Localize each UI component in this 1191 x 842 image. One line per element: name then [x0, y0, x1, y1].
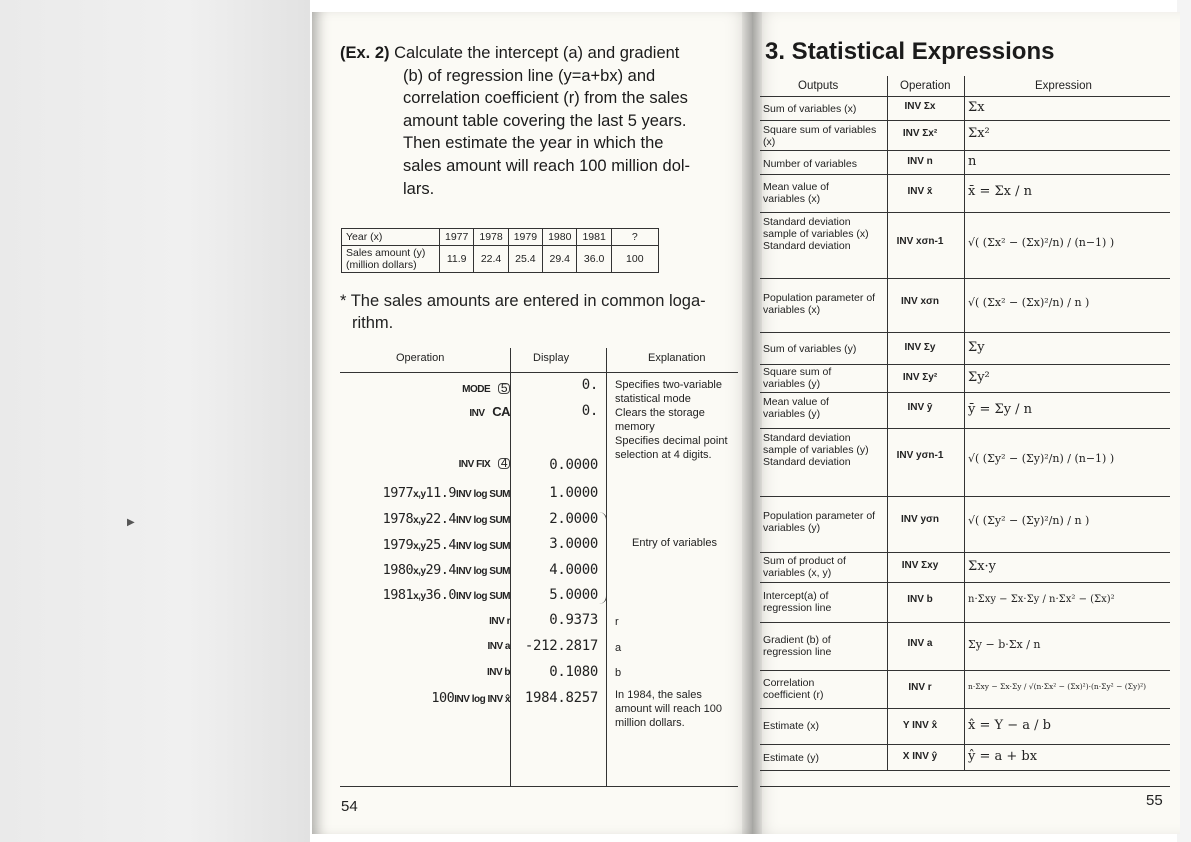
operation-key: INV n — [907, 156, 933, 167]
table-row — [760, 428, 1170, 497]
explanation-text: a — [615, 642, 622, 654]
operation-key: INV x̄ — [907, 186, 933, 197]
table-row — [760, 552, 1170, 583]
output-label: Standard deviation sample of variables (y) Standard deviation — [763, 432, 869, 468]
op-row-1981: 1981x,y36.0INV log SUM — [382, 587, 510, 603]
op-row-b: INV b — [486, 667, 510, 678]
example-label: (Ex. 2) — [340, 44, 390, 62]
expression: x̄ = Σx / n — [968, 184, 1033, 199]
output-label: Correlation coefficient (r) — [763, 677, 824, 701]
operation-key: INV a — [907, 638, 933, 649]
output-label: Standard deviation sample of variables (x) Standard deviation — [763, 216, 869, 252]
operation-key: Y INV x̂ — [902, 720, 938, 731]
display-value: 1.0000 — [549, 485, 598, 501]
explanation-text: Specifies decimal point selection at 4 digits. — [615, 435, 728, 461]
year-cell: 1977 — [440, 229, 474, 246]
expression: n·Σxy − Σx·Σy / √(n·Σx² − (Σx)²)·(n·Σy² − (Σy)²) — [968, 682, 1147, 691]
scan-background-left — [0, 0, 310, 842]
table-row — [760, 212, 1170, 279]
operation-key: X INV ŷ — [902, 751, 938, 762]
op-row-estimate: 100INV log INV x̂ — [431, 690, 510, 706]
output-label: Number of variables — [763, 158, 857, 170]
page-number-left: 54 — [341, 798, 358, 815]
outputs-header: Outputs — [798, 80, 839, 92]
example-line-5: Then estimate the year in which the — [403, 134, 664, 153]
explanation-text: Specifies two-variable statistical mode — [615, 379, 722, 405]
op-row-mode: MODE 5 — [370, 380, 510, 396]
expression: Σy — [968, 340, 985, 355]
operation-key: INV Σy — [904, 342, 936, 353]
operation-key: INV b — [907, 594, 933, 605]
example-line-3: correlation coefficient (r) from the sales — [403, 89, 688, 108]
expression: Σx·y — [968, 559, 996, 574]
sales-cell: 36.0 — [577, 246, 611, 273]
page-bottom-rule — [760, 786, 1170, 787]
table-row — [760, 708, 1170, 745]
operation-column-header: Operation — [396, 352, 445, 364]
sales-header-line-2: (million dollars) — [346, 259, 417, 271]
op-row-1980: 1980x,y29.4INV log SUM — [382, 562, 510, 578]
explanation-text: Entry of variables — [632, 537, 717, 549]
table-row — [760, 392, 1170, 429]
display-value: 5.0000 — [549, 587, 598, 603]
display-value: 0.9373 — [549, 612, 598, 628]
column-divider — [510, 348, 511, 786]
table-row — [760, 96, 1170, 121]
explanation-column-header: Explanation — [648, 352, 706, 364]
year-cell: 1979 — [508, 229, 542, 246]
table-row — [760, 332, 1170, 365]
expression: n — [968, 154, 977, 169]
example-line-6: sales amount will reach 100 million dol- — [403, 156, 691, 175]
year-cell: 1981 — [577, 229, 611, 246]
display-value: 0.1080 — [549, 664, 598, 680]
expression: √( (Σx² − (Σx)²/n) / (n−1) ) — [968, 236, 1115, 249]
note-line-1: * The sales amounts are entered in common loga- — [340, 292, 706, 310]
expression: Σy − b·Σx / n — [968, 638, 1041, 651]
table-row — [760, 670, 1170, 709]
example-line-7: lars. — [403, 179, 435, 198]
sales-cell: 11.9 — [440, 246, 474, 273]
table-row — [760, 150, 1170, 175]
sales-cell: 29.4 — [543, 246, 577, 273]
sales-header-line-1: Sales amount (y) — [346, 247, 426, 259]
display-value: -212.2817 — [524, 638, 598, 654]
expression: √( (Σy² − (Σy)²/n) / (n−1) ) — [968, 452, 1115, 465]
table-row — [760, 744, 1170, 771]
table-header-rule — [340, 372, 738, 373]
page-title: 3. Statistical Expressions — [765, 38, 1055, 65]
output-label: Sum of variables (y) — [763, 343, 857, 355]
display-value: 3.0000 — [549, 536, 598, 552]
output-label: Square sum of variables (y) — [763, 366, 832, 390]
output-label: Mean value of variables (y) — [763, 396, 829, 420]
output-label: Population parameter of variables (y) — [763, 510, 876, 534]
output-label: Estimate (x) — [763, 720, 820, 732]
expression: √( (Σx² − (Σx)²/n) / n ) — [968, 296, 1090, 309]
expression: ŷ = a + bx — [968, 749, 1038, 764]
op-row-fix: INV FIX 4 — [370, 455, 510, 471]
expression-header: Expression — [1035, 80, 1092, 92]
sales-table — [341, 228, 659, 273]
output-label: Estimate (y) — [763, 752, 820, 764]
logarithm-note — [340, 290, 740, 334]
year-header: Year (x) — [342, 229, 440, 246]
op-row-1979: 1979x,y25.4INV log SUM — [382, 537, 510, 553]
page-number-right: 55 — [1146, 792, 1163, 809]
expression: Σx — [968, 100, 985, 115]
sales-cell: 22.4 — [474, 246, 508, 273]
expression: n·Σxy − Σx·Σy / n·Σx² − (Σx)² — [968, 594, 1115, 605]
op-row-1977: 1977x,y11.9INV log SUM — [382, 485, 510, 501]
operation-key: INV Σx² — [902, 128, 938, 139]
table-row — [760, 364, 1170, 393]
sales-cell: 25.4 — [508, 246, 542, 273]
operation-key: INV xσn — [901, 296, 939, 307]
operation-key: INV yσn-1 — [896, 450, 944, 461]
display-value: 1984.8257 — [524, 690, 598, 706]
table-row — [760, 582, 1170, 623]
display-value: 0.0000 — [549, 457, 598, 473]
op-row-a: INV a — [487, 641, 510, 652]
expression: ȳ = Σy / n — [968, 402, 1033, 417]
operation-key: INV yσn — [901, 514, 939, 525]
display-value: 4.0000 — [549, 562, 598, 578]
operation-key: INV r — [908, 682, 932, 693]
expression: Σy² — [968, 370, 990, 385]
explanation-text: In 1984, the sales amount will reach 100 million dollars. — [615, 689, 723, 729]
year-cell: 1978 — [474, 229, 508, 246]
explanation-text: r — [615, 616, 619, 628]
output-label: Population parameter of variables (x) — [763, 292, 876, 316]
table-row — [342, 229, 659, 246]
table-row — [342, 246, 659, 273]
operation-key: INV xσn-1 — [896, 236, 944, 247]
explanation-text: Clears the storage memory — [615, 407, 705, 433]
table-row — [760, 174, 1170, 213]
expression: √( (Σy² − (Σy)²/n) / n ) — [968, 514, 1090, 527]
year-cell: 1980 — [543, 229, 577, 246]
entry-brace — [598, 512, 607, 604]
expression: x̂ = Y − a / b — [968, 718, 1051, 733]
expression: Σx² — [968, 126, 990, 141]
output-label: Mean value of variables (x) — [763, 181, 829, 205]
table-row — [760, 496, 1170, 553]
sales-header — [342, 246, 440, 273]
op-row-r: INV r — [489, 616, 510, 627]
operation-key: INV Σx — [904, 101, 936, 112]
sales-cell: 100 — [611, 246, 658, 273]
display-column-header: Display — [533, 352, 570, 364]
note-line-2: rithm. — [352, 314, 394, 332]
book-gutter — [742, 12, 762, 834]
op-row-clear: INV CA — [469, 404, 510, 419]
operation-key: INV Σy² — [902, 372, 938, 383]
example-line-2: (b) of regression line (y=a+bx) and — [403, 66, 656, 85]
operation-header: Operation — [900, 80, 951, 92]
output-label: Sum of product of variables (x, y) — [763, 555, 846, 579]
table-row — [760, 120, 1170, 151]
output-label: Gradient (b) of regression line — [763, 634, 832, 658]
display-value: 2.0000 — [549, 511, 598, 527]
page-bottom-rule — [340, 786, 738, 787]
op-row-1978: 1978x,y22.4INV log SUM — [382, 511, 510, 527]
year-cell: ? — [611, 229, 658, 246]
output-label: Square sum of variables (x) — [763, 124, 877, 148]
explanation-text: b — [615, 667, 622, 679]
example-line-1: Calculate the intercept (a) and gradient — [394, 44, 680, 62]
operation-key: INV Σxy — [901, 560, 939, 571]
display-value: 0. — [581, 377, 598, 393]
operation-key: INV ȳ — [907, 402, 933, 413]
example-line-4: amount table covering the last 5 years. — [403, 111, 687, 130]
output-label: Intercept(a) of regression line — [763, 590, 832, 614]
table-row — [760, 278, 1170, 333]
example-text — [340, 42, 740, 200]
cursor-arrow-icon: ▶ — [127, 517, 135, 528]
table-row — [760, 622, 1170, 671]
output-label: Sum of variables (x) — [763, 103, 857, 115]
display-value: 0. — [581, 403, 598, 419]
